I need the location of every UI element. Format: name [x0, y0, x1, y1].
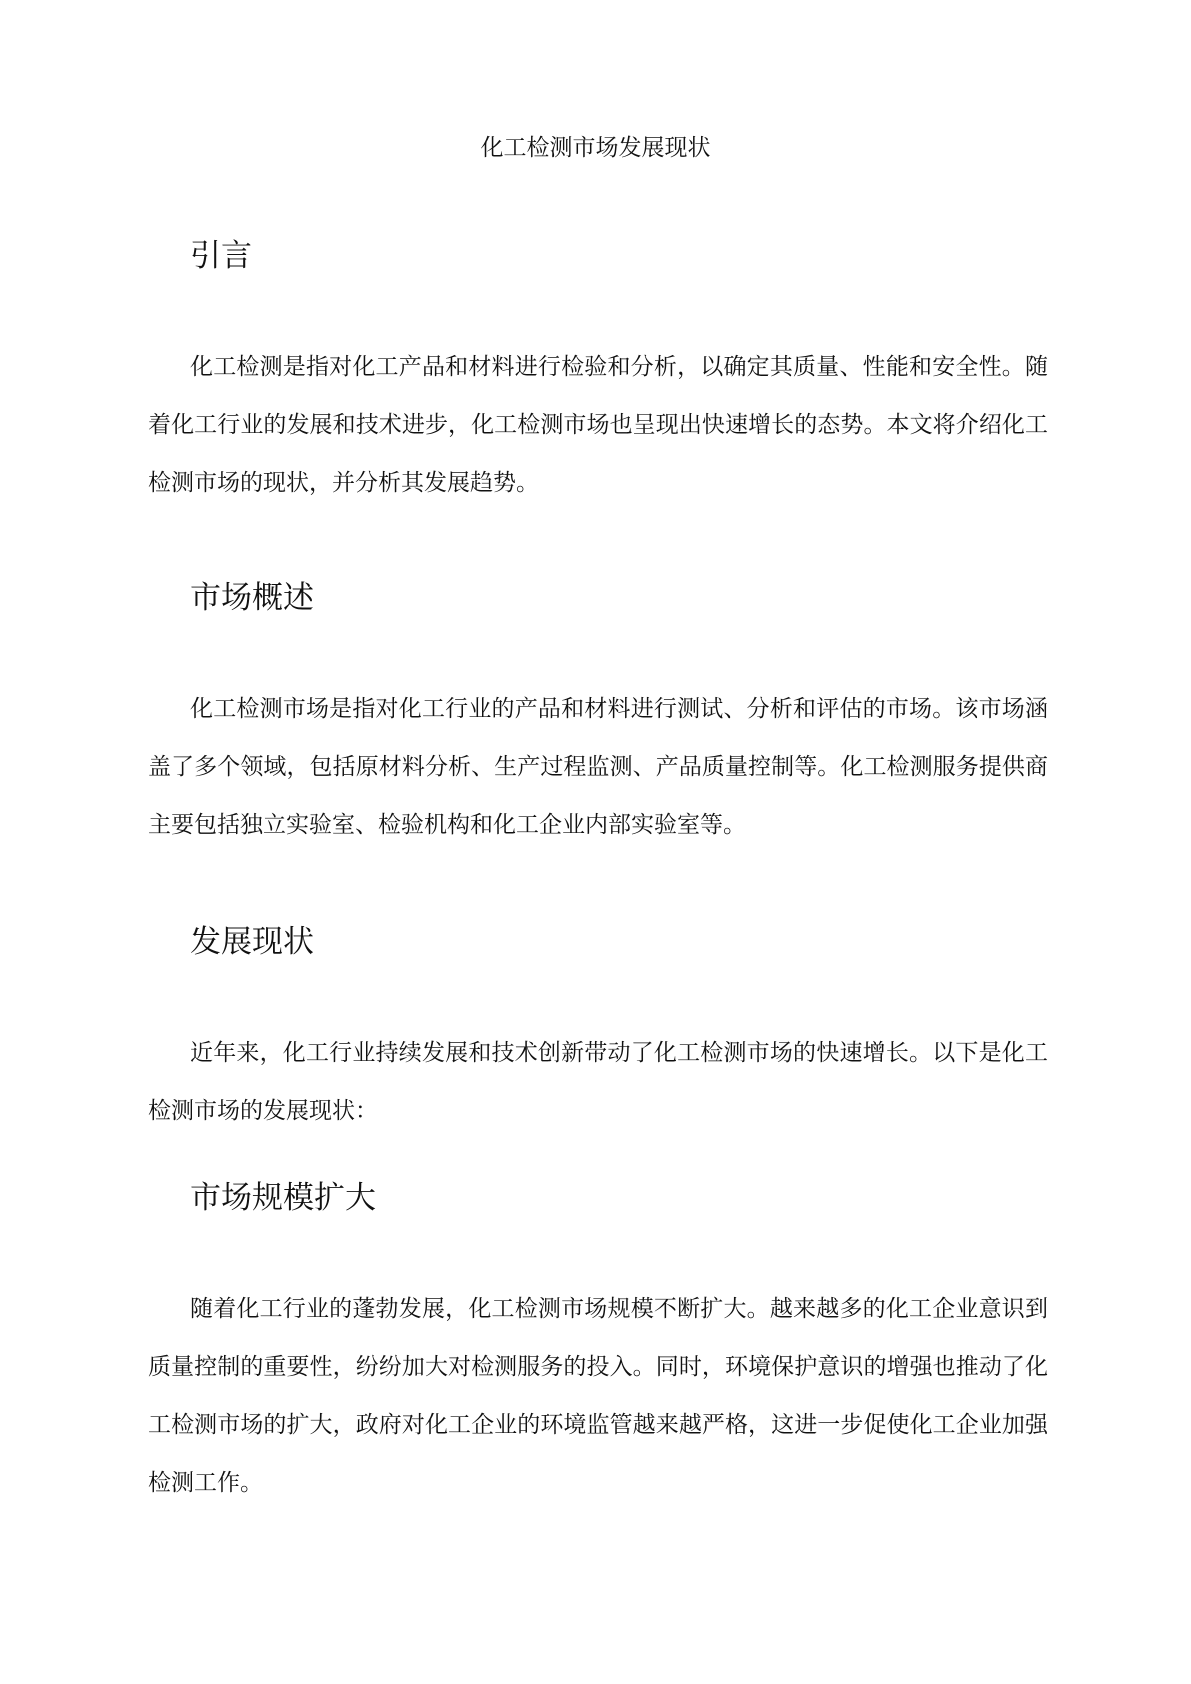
section-heading-introduction: 引言	[190, 238, 252, 274]
section-paragraph-development-status: 近年来，化工行业持续发展和技术创新带动了化工检测市场的快速增长。以下是化工检测市场的发展现状：	[148, 1040, 1048, 1124]
section-heading-development-status: 发展现状	[190, 924, 314, 960]
section-heading-market-overview: 市场概述	[190, 580, 314, 616]
section-paragraph-market-scale: 随着化工行业的蓬勃发展，化工检测市场规模不断扩大。越来越多的化工企业意识到质量控制的重要性，纷纷加大对检测服务的投入。同时，环境保护意识的增强也推动了化工检测市场的扩大，政府对化工企业的环境监管越来越严格，这进一步促使化工企业加强检测工作。	[148, 1296, 1048, 1496]
section-paragraph-introduction: 化工检测是指对化工产品和材料进行检验和分析，以确定其质量、性能和安全性。随着化工行业的发展和技术进步，化工检测市场也呈现出快速增长的态势。本文将介绍化工检测市场的现状，并分析其发展趋势。	[148, 354, 1048, 496]
section-paragraph-market-overview: 化工检测市场是指对化工行业的产品和材料进行测试、分析和评估的市场。该市场涵盖了多个领域，包括原材料分析、生产过程监测、产品质量控制等。化工检测服务提供商主要包括独立实验室、检验机构和化工企业内部实验室等。	[148, 696, 1048, 838]
document-title: 化工检测市场发展现状	[480, 135, 711, 161]
section-heading-market-scale: 市场规模扩大	[190, 1180, 376, 1216]
